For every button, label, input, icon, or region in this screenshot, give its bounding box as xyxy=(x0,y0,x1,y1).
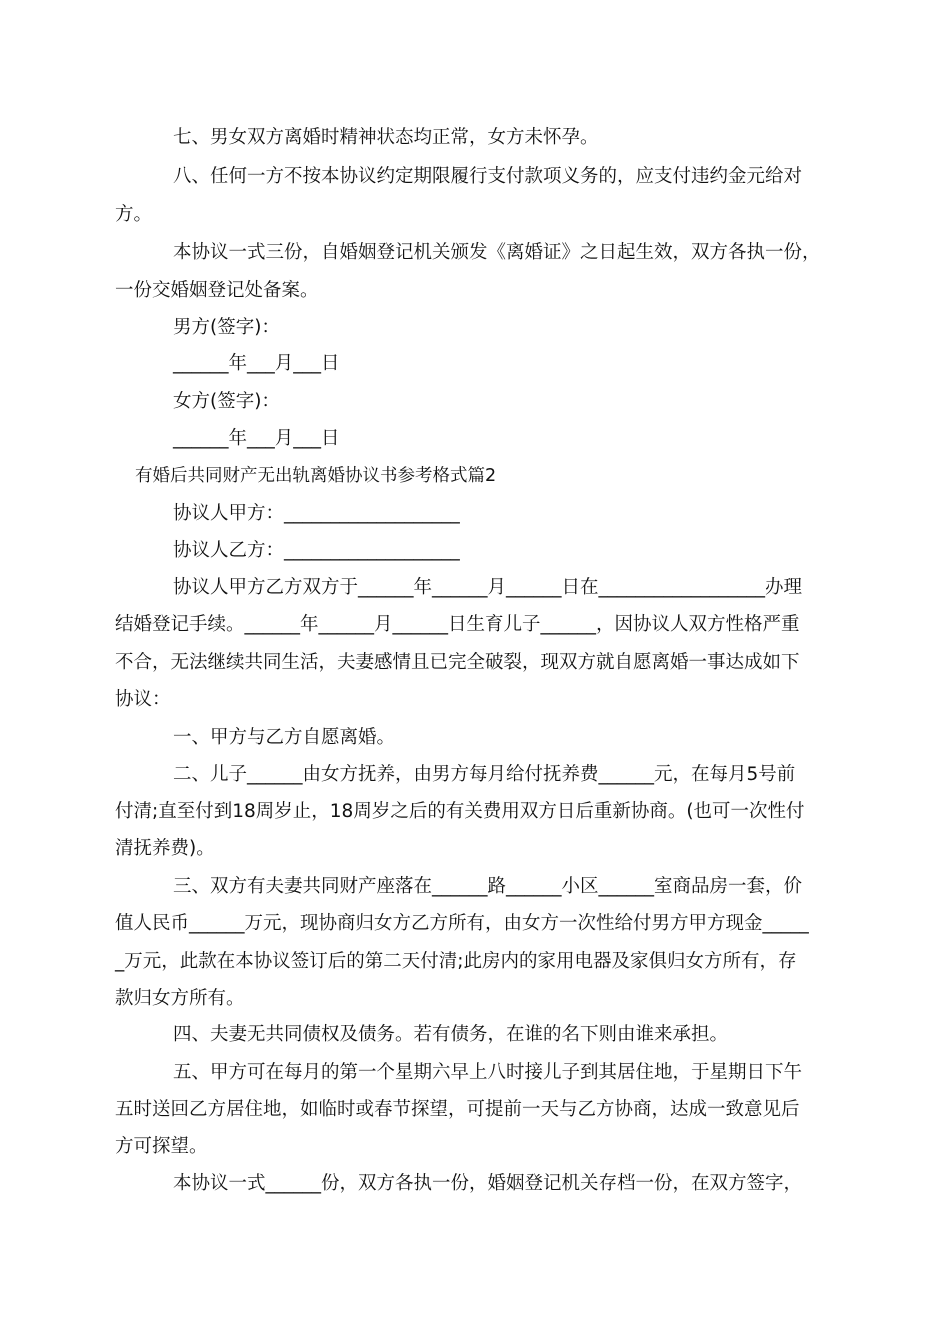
male-signature-label: 男方(签字)： xyxy=(173,317,280,338)
preamble-line-2: 结婚登记手续。______年______月______日生育儿子______，因协议人双方性格严重 xyxy=(115,614,800,635)
section-heading: 有婚后共同财产无出轨离婚协议书参考格式篇2 xyxy=(135,466,497,486)
clause-5-line-1: 五、甲方可在每月的第一个星期六早上八时接儿子到其居住地，于星期日下午 xyxy=(173,1062,803,1083)
clause-5-line-3: 方可探望。 xyxy=(115,1136,208,1157)
female-signature-label: 女方(签字)： xyxy=(173,391,280,412)
clause-5-line-2: 五时送回乙方居住地，如临时或春节探望，可提前一天与乙方协商，达成一致意见后 xyxy=(115,1099,800,1120)
validity-clause-line-2: 一份交婚姻登记处备案。 xyxy=(115,280,319,301)
clause-3-line-2: 值人民币______万元，现协商归女方乙方所有，由女方一次性给付男方甲方现金_____ xyxy=(115,913,809,934)
preamble-line-3: 不合，无法继续共同生活，夫妻感情且已完全破裂，现双方就自愿离婚一事达成如下 xyxy=(115,652,800,673)
clause-3-line-3: _万元，此款在本协议签订后的第二天付清;此房内的家用电器及家俱归女方所有，存 xyxy=(115,951,797,972)
preamble-line-1: 协议人甲方乙方双方于______年______月______日在__________________办理 xyxy=(173,577,803,598)
clause-7: 七、男女双方离婚时精神状态均正常，女方未怀孕。 xyxy=(173,127,599,148)
clause-8-line-1: 八、任何一方不按本协议约定期限履行支付款项义务的，应支付违约金元给对 xyxy=(173,166,803,187)
clause-2-line-1: 二、儿子______由女方抚养，由男方每月给付抚养费______元，在每月5号前 xyxy=(173,764,796,785)
clause-1: 一、甲方与乙方自愿离婚。 xyxy=(173,727,396,748)
validity-clause-line-1: 本协议一式三份，自婚姻登记机关颁发《离婚证》之日起生效，双方各执一份， xyxy=(173,242,821,263)
clause-8-line-2: 方。 xyxy=(115,204,153,225)
final-clause-line-1: 本协议一式______份，双方各执一份，婚姻登记机关存档一份，在双方签字， xyxy=(173,1173,803,1194)
clause-2-line-3: 清抚养费)。 xyxy=(115,838,215,859)
clause-2-line-2: 付清;直至付到18周岁止，18周岁之后的有关费用双方日后重新协商。(也可一次性付 xyxy=(115,801,805,822)
female-signature-date: ______年___月___日 xyxy=(173,428,340,449)
clause-4: 四、夫妻无共同债权及债务。若有债务，在谁的名下则由谁来承担。 xyxy=(173,1024,729,1045)
preamble-line-4: 协议： xyxy=(115,689,171,710)
clause-3-line-4: 款归女方所有。 xyxy=(115,988,245,1009)
party-a-line: 协议人甲方：___________________ xyxy=(173,503,460,524)
party-b-line: 协议人乙方：___________________ xyxy=(173,540,460,561)
clause-3-line-1: 三、双方有夫妻共同财产座落在______路______小区______室商品房一套，价 xyxy=(173,876,803,897)
male-signature-date: ______年___月___日 xyxy=(173,353,340,374)
